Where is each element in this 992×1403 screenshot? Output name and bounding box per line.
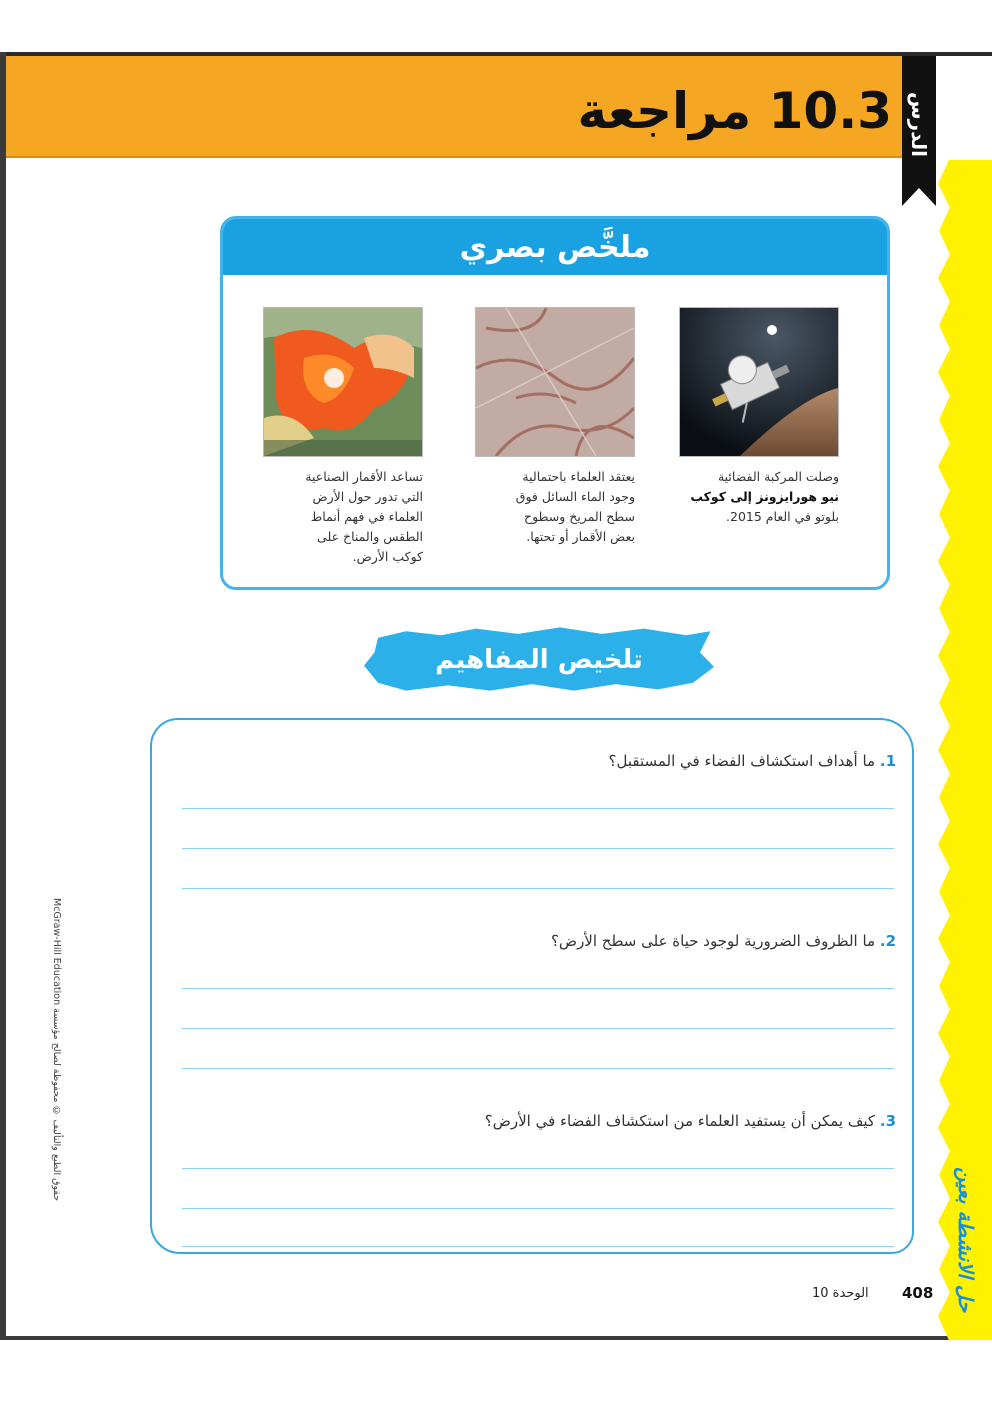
caption-line: الطقس والمناخ على xyxy=(317,529,423,544)
top-margin xyxy=(0,0,992,52)
question-2 xyxy=(551,932,896,950)
answer-line[interactable] xyxy=(182,1068,894,1069)
question-3 xyxy=(485,1112,896,1130)
answer-line[interactable] xyxy=(182,1028,894,1029)
answer-line[interactable] xyxy=(182,808,894,809)
visual-summary-title: ملخَّص بصري xyxy=(459,229,651,265)
question-1 xyxy=(609,752,896,770)
question-text: ما الظروف الضرورية لوجود حياة على سطح الأرض؟ xyxy=(550,932,876,950)
page-title: 10.3 مراجعة xyxy=(577,82,892,140)
satellite-caption xyxy=(263,467,423,567)
answer-line[interactable] xyxy=(182,888,894,889)
caption-line: وصلت المركبة الفضائية xyxy=(717,469,839,484)
unit-label: الوحدة 10 xyxy=(812,1286,869,1301)
question-text: كيف يمكن أن يستفيد العلماء من استكشاف الفضاء في الأرض؟ xyxy=(484,1112,876,1130)
lesson-tab-label: الدرس xyxy=(907,92,931,158)
caption-line: تساعد الأقمار الصناعية xyxy=(305,469,423,484)
side-strip-label: حل الانشطة بعين xyxy=(954,1167,978,1313)
icy-surface-caption xyxy=(475,467,635,547)
question-number: 2. xyxy=(879,932,896,950)
questions-box xyxy=(150,718,914,1254)
answer-line[interactable] xyxy=(182,988,894,989)
page-number: 408 xyxy=(902,1284,934,1302)
caption-line: بلوتو في العام 2015. xyxy=(726,509,839,524)
summary-panel-spacecraft xyxy=(679,307,839,527)
copyright-notice: حقوق الطبع والتأليف © محفوظة لصالح مؤسسة McGraw-Hill Education xyxy=(51,898,62,1202)
question-number: 1. xyxy=(879,752,896,770)
question-text: ما أهداف استكشاف الفضاء في المستقبل؟ xyxy=(608,752,876,770)
caption-line: يعتقد العلماء باحتمالية xyxy=(522,469,635,484)
caption-line: سطح المريخ وسطوح xyxy=(524,509,635,524)
answer-line[interactable] xyxy=(182,1168,894,1169)
answer-line[interactable] xyxy=(182,1246,894,1247)
caption-line: وجود الماء السائل فوق xyxy=(515,489,635,504)
answer-line[interactable] xyxy=(182,848,894,849)
satellite-weather-image xyxy=(263,307,423,457)
visual-summary-box xyxy=(220,216,890,590)
concepts-title: تلخيص المفاهيم xyxy=(435,645,643,675)
bottom-margin xyxy=(0,1340,992,1403)
spacecraft-image xyxy=(679,307,839,457)
page-left-edge xyxy=(0,52,6,1340)
caption-line: العلماء في فهم أنماط xyxy=(310,509,423,524)
caption-line: نيو هورايزونز إلى كوكب xyxy=(690,489,839,504)
summary-panel-icy-surface xyxy=(475,307,635,547)
question-number: 3. xyxy=(879,1112,896,1130)
icy-surface-image xyxy=(475,307,635,457)
answer-line[interactable] xyxy=(182,1208,894,1209)
caption-line: التي تدور حول الأرض xyxy=(312,489,423,504)
visual-summary-header xyxy=(223,219,887,275)
spacecraft-caption xyxy=(679,467,839,527)
caption-line: كوكب الأرض. xyxy=(352,549,423,564)
caption-line: بعض الأقمار أو تحتها. xyxy=(526,529,635,544)
summary-panel-satellite xyxy=(263,307,423,567)
